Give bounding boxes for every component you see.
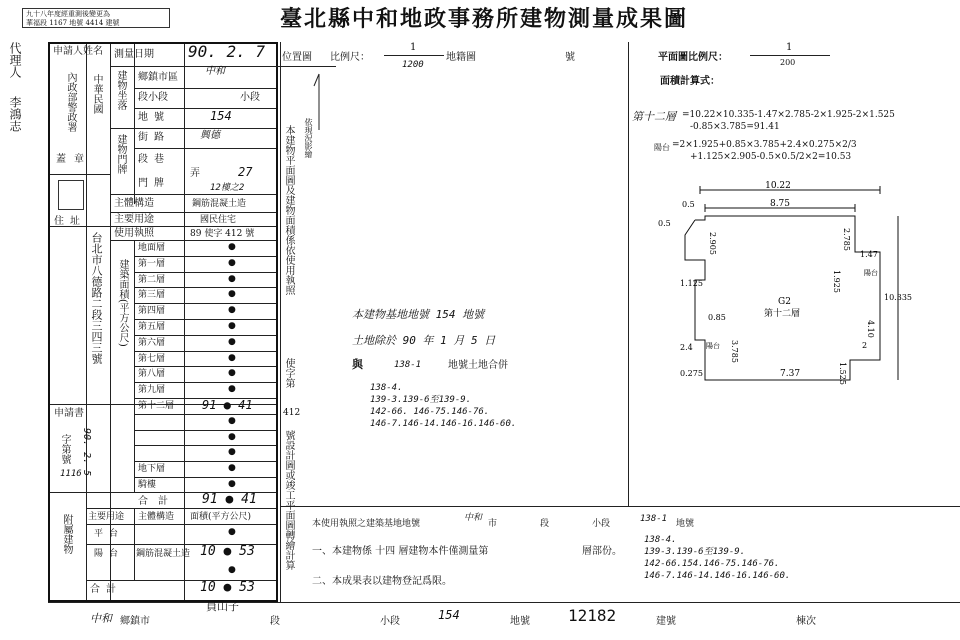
footer-building-label: 建號 <box>656 616 676 627</box>
applicant-name: 內政部警政署 <box>65 72 76 132</box>
bottom-lot-4: 146-7.146-14.146-16.146-60. <box>644 571 791 581</box>
location-map-label: 位置圖 <box>282 52 312 63</box>
balcony-b-label: 陽台 <box>706 342 720 350</box>
door-label: 門牌 <box>138 178 170 189</box>
vertical-note: 本建物平面圖及建物面積係依使用執照 <box>283 125 294 295</box>
floor-area: ● <box>228 447 236 458</box>
use-value: 國民住宅 <box>200 215 237 225</box>
handwritten-note-3-post: 地號土地合併 <box>448 360 508 371</box>
attached-header-area: 面積(平方公尺) <box>190 512 252 522</box>
note-line1-subsection: 小段 <box>592 519 611 529</box>
attached-area: 10 ● 53 <box>200 544 255 559</box>
attached-use: 平台 <box>94 529 125 539</box>
bottom-lot-2: 139-3.139-6至139-9. <box>644 547 746 557</box>
dim-737: 7.37 <box>780 369 801 379</box>
document-title: 臺北縣中和地政事務所建物測量成果圖 <box>280 6 689 32</box>
floor-plan-diagram <box>640 180 912 390</box>
plan-floor-label: 第十二層 <box>764 309 801 319</box>
note-line2: 一、本建物係 十四 層建物本件僅測量第 <box>312 546 489 557</box>
bottom-lot-3: 142-66.154.146-75.146-76. <box>644 559 780 569</box>
official-seal <box>58 180 84 210</box>
balcony-a-label: 陽台 <box>864 269 878 277</box>
lot-label: 地號 <box>138 112 170 123</box>
bottom-lots-list <box>644 534 790 582</box>
floor-area: 91 ● 41 <box>202 398 253 412</box>
dim-1925: 1.925 <box>832 270 841 293</box>
floor-name: 第一層 <box>138 258 166 269</box>
note-line2-post: 層部份。 <box>582 546 622 557</box>
dim-top-total: 10.22 <box>765 181 791 191</box>
balcony-formula-2: +1.125×2.905-0.5×0.5/2×2=10.53 <box>690 152 852 162</box>
footer-subsection-label: 小段 <box>380 616 400 627</box>
floor-name: 地下層 <box>138 464 166 475</box>
floor-area: ● <box>228 368 236 379</box>
floor-area: ● <box>228 289 236 300</box>
building-location-label: 建物坐落 <box>115 70 126 110</box>
footer-district-label: 鄉鎮市 <box>120 616 150 627</box>
total-label: 合計 <box>138 496 178 507</box>
agent-name: 李鴻志 <box>8 96 22 132</box>
handwritten-note-3-num: 138-1 <box>394 360 422 370</box>
attached-area: ● <box>228 527 236 537</box>
floor-area: ● <box>228 273 236 284</box>
address-label: 住址 <box>54 216 86 227</box>
attached-area: ● <box>228 565 236 575</box>
footer-building-no: 12182 <box>568 606 617 625</box>
door-value: 12樓之2 <box>210 183 245 193</box>
floor-area: ● <box>228 384 236 395</box>
note-line1-city: 市 <box>488 519 498 529</box>
g2-label: G2 <box>778 297 791 307</box>
vertical-note-3: 412 <box>283 408 301 418</box>
floor-name: 騎樓 <box>138 480 157 490</box>
survey-date-value: 90. 2. 7 <box>188 42 266 61</box>
lane-label: 段巷 <box>138 154 170 165</box>
building-form <box>48 42 278 602</box>
floor-name: 第六層 <box>138 337 166 348</box>
structure-value: 鋼筋混凝土造 <box>192 199 247 209</box>
dim-2905: 2.905 <box>708 232 717 255</box>
license-value: 89 使字 412 號 <box>190 229 255 239</box>
location-scale-label: 比例尺： <box>330 52 370 63</box>
footer-section-label: 段 <box>270 616 280 627</box>
note-line3: 二、本成果表以建物登記爲限。 <box>312 576 452 587</box>
note-line1-section: 段 <box>540 519 550 529</box>
middle-lots-list <box>370 382 516 430</box>
dim-05a: 0.5 <box>682 200 695 209</box>
location-scale-denominator: 1200 <box>402 60 424 70</box>
total-value: 91 ● 41 <box>202 492 257 507</box>
footer-lot-label: 地號 <box>510 616 530 627</box>
attached-total-value: 10 ● 53 <box>200 580 255 595</box>
street-label: 街路 <box>138 132 170 143</box>
footer-lot: 154 <box>438 608 460 622</box>
dim-1525: 1.525 <box>838 362 847 385</box>
section-label: 段小段 <box>138 92 168 103</box>
floor12-formula-1: =10.22×10.335-1.47×2.785-2×1.925-2×1.525 <box>682 110 895 120</box>
floor-name: 地面層 <box>138 243 166 253</box>
agent-label: 代理人 <box>8 42 22 78</box>
floor-area: ● <box>228 305 236 316</box>
application-no: 90. 2. 5 <box>81 428 92 477</box>
applicant-label: 申請人姓名 <box>53 46 103 57</box>
floor-area: ● <box>228 352 236 363</box>
plan-scale-denominator: 200 <box>780 58 796 67</box>
handwritten-note-3-pre: 與 <box>352 358 363 371</box>
floor-name: 第二層 <box>138 274 166 285</box>
floor-name: 第八層 <box>138 369 166 380</box>
floor12-label: 第十二層 <box>632 110 676 123</box>
balcony-formula-1: =2×1.925+0.85×3.785+2.4×0.275×2/3 <box>672 140 857 150</box>
cadastral-number-label: 號 <box>565 52 575 63</box>
note-line1-district: 中和 <box>464 513 483 523</box>
attached-label: 附屬建物 <box>61 514 72 554</box>
survey-date-label: 測量日期 <box>114 49 154 60</box>
district-label: 鄉鎮市區 <box>138 72 178 83</box>
middle-lot-1: 138-4. <box>370 383 403 393</box>
floor-name: 第十二層 <box>138 401 175 411</box>
note-line1-pre: 本使用執照之建築基地地號 <box>312 519 421 529</box>
middle-lot-4: 146-7.146-14.146-16.146-60. <box>370 419 517 429</box>
dim-1125: 1.125 <box>680 279 703 288</box>
dim-085: 0.85 <box>708 313 726 322</box>
dim-2: 2 <box>862 341 868 350</box>
north-note: 依現況影繪 <box>304 118 313 158</box>
dim-10335: 10.335 <box>884 293 912 302</box>
attached-header-use: 主要用途 <box>88 512 125 522</box>
address-value: 台北市八德路二段三四三號 <box>90 232 103 364</box>
license-label: 使用執照 <box>114 228 154 239</box>
plan-scale-value: 1 <box>786 42 793 53</box>
alley-label: 弄 <box>190 168 200 179</box>
floor-name: 第九層 <box>138 385 166 396</box>
floor-area: ● <box>228 463 236 474</box>
attached-header-struct: 主體構造 <box>138 512 175 522</box>
middle-lot-3: 142-66. 146-75.146-76. <box>370 407 490 417</box>
dim-410: 4.10 <box>866 320 875 338</box>
application-no-label: 字第號 <box>59 434 70 464</box>
floor-area: ● <box>228 479 236 489</box>
floor12-formula-2: -0.85×3.785=91.41 <box>690 122 780 132</box>
stamp-line2: 華福段 1167 地號 4414 建號 <box>26 19 120 27</box>
floor-area: ● <box>228 321 236 331</box>
stamp-line1: 九十八年度經重測後變更為 <box>26 10 110 18</box>
floor-area: ● <box>228 257 236 268</box>
plan-scale-label: 平面圖比例尺： <box>658 52 728 63</box>
use-label: 主要用途 <box>114 214 154 225</box>
floors-label: 建築面積(平方公尺) <box>117 259 128 347</box>
section-value: 小段 <box>240 92 260 103</box>
structure-label: 主體構造 <box>114 198 154 209</box>
footer-district: 中和 <box>90 612 112 625</box>
balcony-label: 陽台 <box>654 143 670 152</box>
floor-area: ● <box>228 336 236 347</box>
floor-name: 第三層 <box>138 290 166 301</box>
attached-total-label: 合計 <box>90 584 122 595</box>
dim-top-inner: 8.75 <box>769 199 791 209</box>
footer-floor-label: 棟次 <box>796 616 816 627</box>
location-scale-value: 1 <box>410 42 417 53</box>
renumber-stamp <box>22 8 170 28</box>
dim-147: 1.47 <box>860 250 878 259</box>
application-label: 申請書 <box>54 408 84 419</box>
note-line1-lot-label: 地號 <box>676 519 695 529</box>
district-value: 中和 <box>205 66 225 77</box>
attached-use: 陽台 <box>94 549 125 559</box>
footer-divider <box>48 602 960 603</box>
floor-area: ● <box>228 415 236 426</box>
dim-24: 2.4 <box>680 343 693 352</box>
vertical-note-4: 號設計圖或竣工平面圖轉繪計算 <box>283 430 294 570</box>
application-no-2: 1116 <box>60 469 82 479</box>
handwritten-note-2: 土地除於 90 年 1 月 5 日 <box>352 334 496 347</box>
building-door-label: 建物門牌 <box>115 134 126 174</box>
area-calc-label: 面積計算式： <box>660 76 720 87</box>
note-line1-lot: 138-1 <box>640 514 668 524</box>
dim-3785: 3.785 <box>730 340 739 363</box>
footer-section-name: 員山子 <box>206 600 239 613</box>
cadastral-label: 地籍圖 <box>446 52 476 63</box>
floor-name: 第四層 <box>138 306 166 317</box>
dim-05b: 0.5 <box>658 219 671 228</box>
lot-value: 154 <box>210 109 232 123</box>
vertical-note-2: 使字第 <box>283 358 294 388</box>
street-value: 興德 <box>200 130 220 141</box>
notes-divider <box>280 506 960 507</box>
floor-area: ● <box>228 431 236 442</box>
handwritten-note-1: 本建物基地地號 154 地號 <box>352 308 485 321</box>
floor-name: 第五層 <box>138 322 166 332</box>
applicant-name-2: 中華民國 <box>91 74 102 114</box>
dim-0275: 0.275 <box>680 369 703 378</box>
floor-area: ● <box>228 242 236 252</box>
divider-right <box>628 42 630 507</box>
seal-label: 蓋章 <box>56 154 92 165</box>
bottom-lot-1: 138-4. <box>644 535 677 545</box>
alley-value: 27 <box>238 165 253 179</box>
middle-lot-2: 139-3.139-6至139-9. <box>370 395 472 405</box>
floor-name: 第七層 <box>138 353 166 364</box>
attached-struct: 鋼筋混凝土造 <box>136 549 191 559</box>
dim-2785: 2.785 <box>842 228 851 251</box>
